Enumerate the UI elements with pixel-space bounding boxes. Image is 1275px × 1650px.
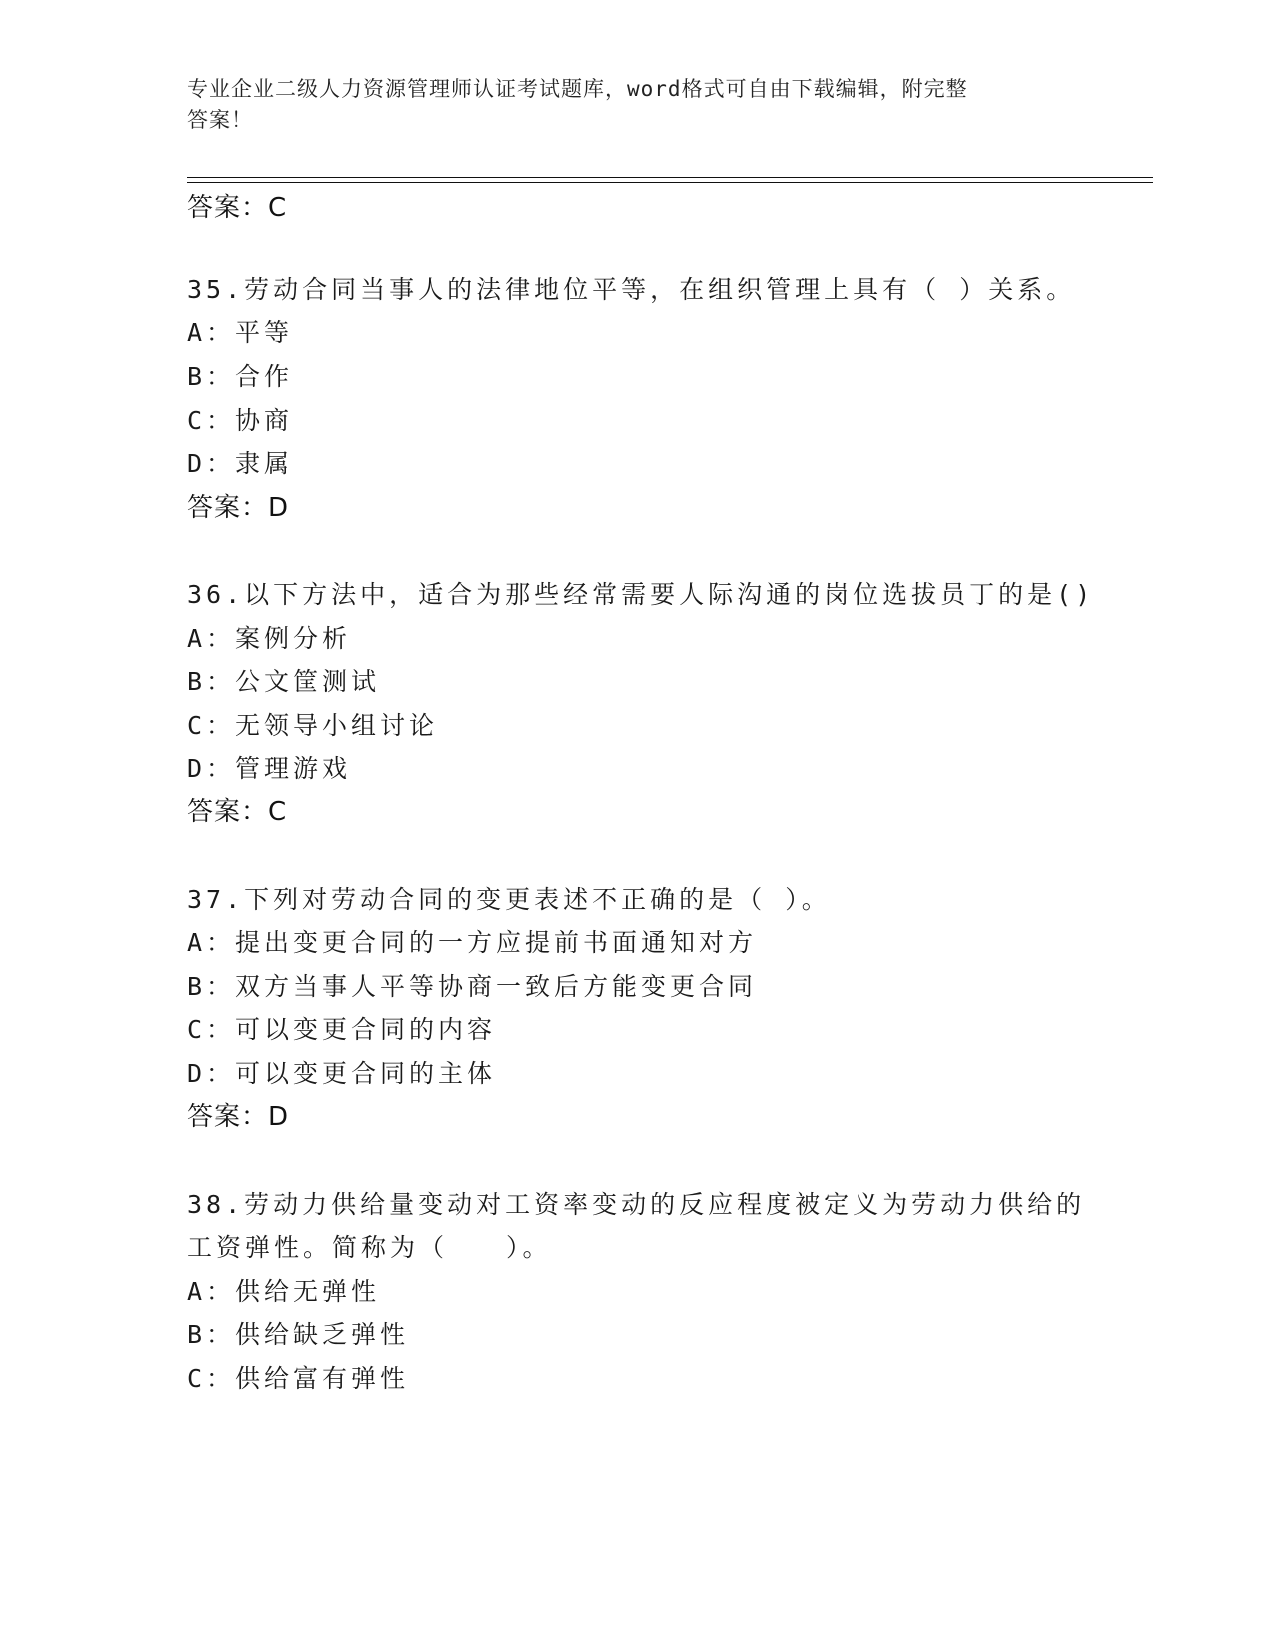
- question-36-option-d: D：管理游戏: [187, 754, 352, 783]
- document-header: [187, 74, 1067, 136]
- question-35-stem: 35.劳动合同当事人的法律地位平等，在组织管理上具有（ ）关系。: [187, 275, 1076, 304]
- question-37-option-c: C：可以变更合同的内容: [187, 1015, 497, 1044]
- question-38-option-b: B：供给缺乏弹性: [187, 1320, 410, 1349]
- question-37-stem: 37.下列对劳动合同的变更表述不正确的是（ ）。: [187, 885, 831, 914]
- header-rule-bottom: [187, 182, 1153, 183]
- header-line-2: 答案！: [187, 108, 253, 132]
- question-38-stem-line-2: 工资弹性。简称为（ ）。: [187, 1233, 552, 1262]
- question-37-answer: 答案：D: [187, 1102, 290, 1132]
- header-rule-top: [187, 177, 1153, 178]
- question-37-option-a: A：提出变更合同的一方应提前书面通知对方: [187, 928, 758, 957]
- previous-answer: 答案：C: [187, 193, 288, 223]
- question-38-stem-line-1: 38.劳动力供给量变动对工资率变动的反应程度被定义为劳动力供给的: [187, 1190, 1086, 1219]
- question-37-option-b: B：双方当事人平等协商一致后方能变更合同: [187, 972, 758, 1001]
- question-36-answer: 答案：C: [187, 797, 288, 827]
- question-38-option-c: C：供给富有弹性: [187, 1364, 410, 1393]
- question-35-option-a: A：平等: [187, 318, 294, 347]
- question-38-option-a: A：供给无弹性: [187, 1277, 381, 1306]
- question-35-answer: 答案：D: [187, 493, 290, 523]
- question-36-option-a: A：案例分析: [187, 624, 352, 653]
- header-line-1: 专业企业二级人力资源管理师认证考试题库，word格式可自由下载编辑，附完整: [187, 77, 968, 101]
- question-35-option-d: D：隶属: [187, 449, 294, 478]
- question-36-stem: 36.以下方法中，适合为那些经常需要人际沟通的岗位选拔员丁的是(): [187, 580, 1095, 609]
- question-36-option-b: B：公文筐测试: [187, 667, 381, 696]
- question-36-option-c: C：无领导小组讨论: [187, 711, 439, 740]
- question-37-option-d: D：可以变更合同的主体: [187, 1059, 497, 1088]
- question-35-option-b: B：合作: [187, 362, 294, 391]
- question-35-option-c: C：协商: [187, 406, 294, 435]
